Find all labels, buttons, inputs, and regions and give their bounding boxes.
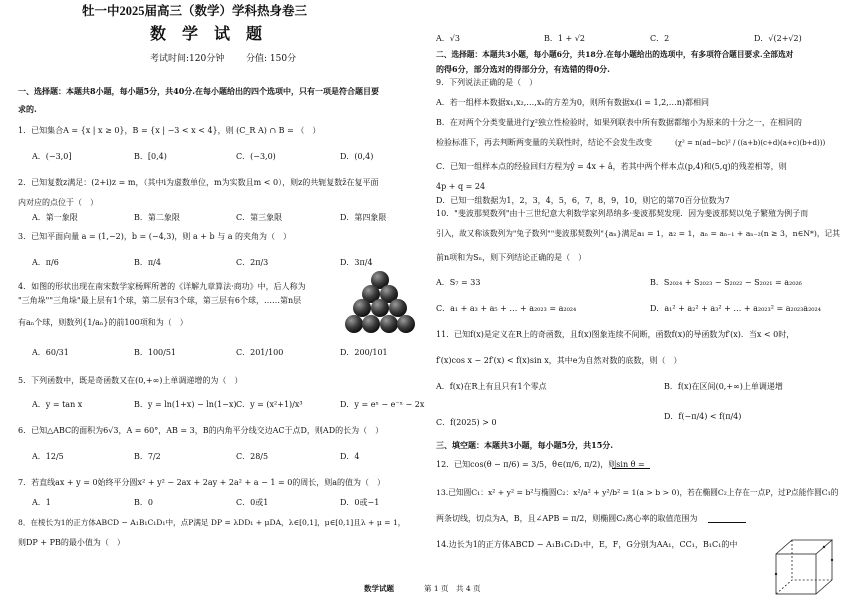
q4-option-a: A．60/31 — [32, 348, 69, 357]
q2-option-d: D．第四象限 — [340, 213, 387, 222]
q11-option-d: D．f(−π/4) < f(π/4) — [664, 412, 742, 421]
q1-option-b: B．[0,4) — [134, 152, 167, 161]
q7-option-d: D．0或−1 — [340, 498, 380, 507]
q4-option-c: C．201/100 — [236, 348, 284, 357]
q5-option-a: A．y = tan x — [32, 400, 83, 409]
q7-option-a: A．1 — [32, 498, 51, 507]
q6-option-b: B．7/2 — [134, 452, 161, 461]
q6-option-d: D．4 — [340, 452, 360, 461]
q11-option-a: A．f(x)在R上有且只有1个零点 — [436, 382, 547, 391]
q6-option-c: C．28/5 — [236, 452, 269, 461]
q9-option-c: C．已知一组样本点的经验回归方程为ŷ = 4x + â，若其中两个样本点(p,4)和(5,q)的残差相等，则 — [436, 162, 787, 171]
q4-option-b: B．100/51 — [134, 348, 177, 357]
footer-page: 第 1 页 共 4 页 — [424, 584, 481, 593]
question-3: 3．已知平面向量 a = (1,−2)，b = (−4,3)，则 a + b 与 a 的夹角为（ ） — [18, 232, 292, 241]
q1-option-d: D．(0,4) — [340, 152, 374, 161]
page-title: 牡一中2025届高三（数学）学科热身卷三 — [82, 4, 308, 18]
q7-option-c: C．0或1 — [236, 498, 269, 507]
q1-option-a: A．(−3,0] — [32, 152, 72, 161]
question-4: 4．如图的形状出现在南宋数学家杨辉所著的《详解九章算法·商功》中，后人称为 — [18, 282, 306, 291]
question-6: 6．已知△ABC的面积为6√3，A = 60°，AB = 3，B的内角平分线交边AC于点D，则AD的长为（ ） — [18, 426, 384, 435]
q2-option-c: C．第三象限 — [236, 213, 283, 222]
exam-time: 考试时间:120分钟 — [150, 54, 225, 64]
q11-option-b: B．f(x)在区间(0,+∞)上单调递增 — [664, 382, 783, 391]
q10-option-b: B．S₂₀₂₄ + S₂₀₂₃ − S₂₀₂₂ − S₂₀₂₁ = a₂₀₂₆ — [650, 278, 802, 287]
q13-answer-blank[interactable] — [708, 514, 746, 523]
page-subtitle: 数 学 试 题 — [150, 26, 269, 43]
q7-option-b: B．0 — [134, 498, 153, 507]
q8-option-a: A．√3 — [436, 34, 460, 43]
exam-score: 分值: 150分 — [246, 54, 297, 64]
q9-option-a: A．若一组样本数据x₁,x₂,…,xₙ的方差为0，则所有数据xᵢ(i = 1,2,…n)都相同 — [436, 98, 710, 107]
q2-option-b: B．第二象限 — [134, 213, 180, 222]
triangular-pile-figure — [345, 270, 415, 340]
q9-option-b: B．在对两个分类变量进行χ²独立性检验时，如果列联表中所有数据都缩小为原来的十分之一，在相同的 — [436, 118, 802, 127]
q4-option-d: D．200/101 — [340, 348, 388, 357]
q9-chi-square-formula: (χ² = n(ad−bc)² / ((a+b)(c+d)(a+c)(b+d))) — [675, 139, 826, 147]
footer-label: 数学试题 — [364, 584, 394, 593]
section-1-heading-cont: 求的. — [18, 104, 37, 114]
q8-option-d: D．√(2+√2) — [754, 34, 802, 43]
question-10-cont2: 前n项和为Sₙ，则下列结论正确的是（ ） — [436, 253, 587, 262]
question-14: 14.边长为1的正方体ABCD − A₁B₁C₁D₁中，E，F，G分别为AA₁，CC₁，B₁C₁的中 — [436, 540, 738, 549]
question-5: 5．下列函数中，既是奇函数又在(0,+∞)上单调递增的为（ ） — [18, 376, 243, 385]
question-10-cont: 引入，故又称该数列为"兔子数列""斐波那契数列"{aₙ}满足a₁ = 1，a₂ = 1，aₙ = aₙ₋₁ + aₙ₋₂(n ≥ 3，n∈N*)，记其 — [436, 229, 840, 238]
section-1-heading: 一、选择题：本题共8小题，每小题5分，共40分.在每小题给出的四个选项中，只有一项是符合题目要 — [18, 86, 380, 96]
q5-option-d: D．y = eˣ − e⁻ˣ − 2x — [340, 400, 425, 409]
section-2-heading-cont: 的得6分，部分选对的得部分分，有选错的得0分. — [436, 64, 610, 74]
q9-option-c-cont: 4p + q = 24 — [436, 182, 486, 191]
cube-figure — [772, 536, 838, 602]
q8-option-c: C．2 — [650, 34, 670, 43]
question-4-cont: "三角垛""三角垛"最上层有1个球，第二层有3个球，第三层有6个球，……第n层 — [18, 296, 302, 305]
q5-option-c: C．y = (x²+1)/x³ — [236, 400, 303, 409]
q6-option-a: A．12/5 — [32, 452, 64, 461]
question-4-cont2: 有aₙ个球，则数列{1/aₙ}的前100项和为（ ） — [18, 318, 188, 327]
question-7: 7．若直线ax + y = 0始终平分圆x² + y² − 2ax + 2ay + 2a² + a − 1 = 0的周长，则a的值为（ ） — [18, 478, 386, 487]
q3-option-c: C．2π/3 — [236, 258, 269, 267]
q5-option-b: B．y = ln(1+x) − ln(1−x) — [134, 400, 237, 409]
question-10: 10．"斐波那契数列"由十三世纪意大利数学家列昂纳多·斐波那契发现．因为斐波那契以兔子繁殖为例子而 — [436, 209, 809, 218]
q3-option-d: D．3π/4 — [340, 258, 373, 267]
q12-answer-blank[interactable] — [612, 460, 650, 469]
question-13-cont: 两条切线，切点为A，B，且∠APB = π/2，则椭圆C₂离心率的取值范围为 — [436, 514, 698, 523]
question-13: 13.已知圆C₁：x² + y² = b²与椭圆C₂：x²/a² + y²/b² = 1(a > b > 0)，若在椭圆C₂上存在一点P，过P点能作圆C₁的 — [436, 488, 839, 497]
q3-option-b: B．π/4 — [134, 258, 161, 267]
q10-option-d: D．a₁² + a₂² + a₃² + … + a₂₀₂₃² = a₂₀₂₃a₂₀₂₄ — [650, 304, 821, 313]
q9-option-d: D．已知一组数据为1，2，3，4，5，6，7，8，9，10，则它的第70百分位数为7 — [436, 196, 730, 205]
question-1: 1．已知集合A = {x | x ≥ 0}，B = {x | −3 < x < 4}，则 (C_R A) ∩ B = （ ） — [18, 126, 321, 135]
question-2: 2．已知复数z满足：(2+i)z = m，（其中i为虚数单位，m为实数且m < 0），则z的共轭复数z̄在复平面 — [18, 178, 379, 187]
question-11-cont: f′(x)cos x − 2f′(x) < f(x)sin x，其中e为自然对数的底数，则（ ） — [436, 356, 682, 365]
section-3-heading: 三、填空题：本题共3小题，每小题5分，共15分. — [436, 440, 614, 450]
q1-option-c: C．(−3,0) — [236, 152, 276, 161]
q10-option-c: C．a₁ + a₃ + a₅ + … + a₂₀₂₃ = a₂₀₂₄ — [436, 304, 577, 313]
q9-option-b-cont: 检验标准下，再去判断两变量的关联性时，结论不会发生改变 — [436, 138, 652, 147]
q10-option-a: A．S₇ = 33 — [436, 278, 481, 287]
q8-option-b: B．1 + √2 — [544, 34, 585, 43]
section-2-heading: 二、选择题：本题共3小题，每小题6分，共18分.在每小题给出的选项中，有多项符合题目要求.全部选对 — [436, 50, 794, 59]
question-8: 8．在棱长为1的正方体ABCD − A₁B₁C₁D₁中，点P满足 DP = λDD₁ + μDA，λ∈[0,1]，μ∈[0,1]且λ + μ = 1， — [18, 518, 406, 527]
question-8-cont: 则DP + PB的最小值为（ ） — [18, 538, 125, 547]
question-9: 9．下列说法正确的是（ ） — [436, 78, 538, 87]
question-12: 12．已知cos(θ − π/6) = 3/5，θ∈(π/6, π/2)，则sin θ = — [436, 460, 645, 469]
q3-option-a: A．π/6 — [32, 258, 59, 267]
question-11: 11．已知f(x)是定义在R上的奇函数，且f(x)图象连续不间断，函数f(x)的导函数为f′(x)．当x < 0时， — [436, 330, 795, 339]
question-2-cont: 内对应的点位于（ ） — [18, 198, 98, 207]
q2-option-a: A．第一象限 — [32, 213, 78, 222]
q11-option-c: C．f(2025) > 0 — [436, 418, 497, 427]
